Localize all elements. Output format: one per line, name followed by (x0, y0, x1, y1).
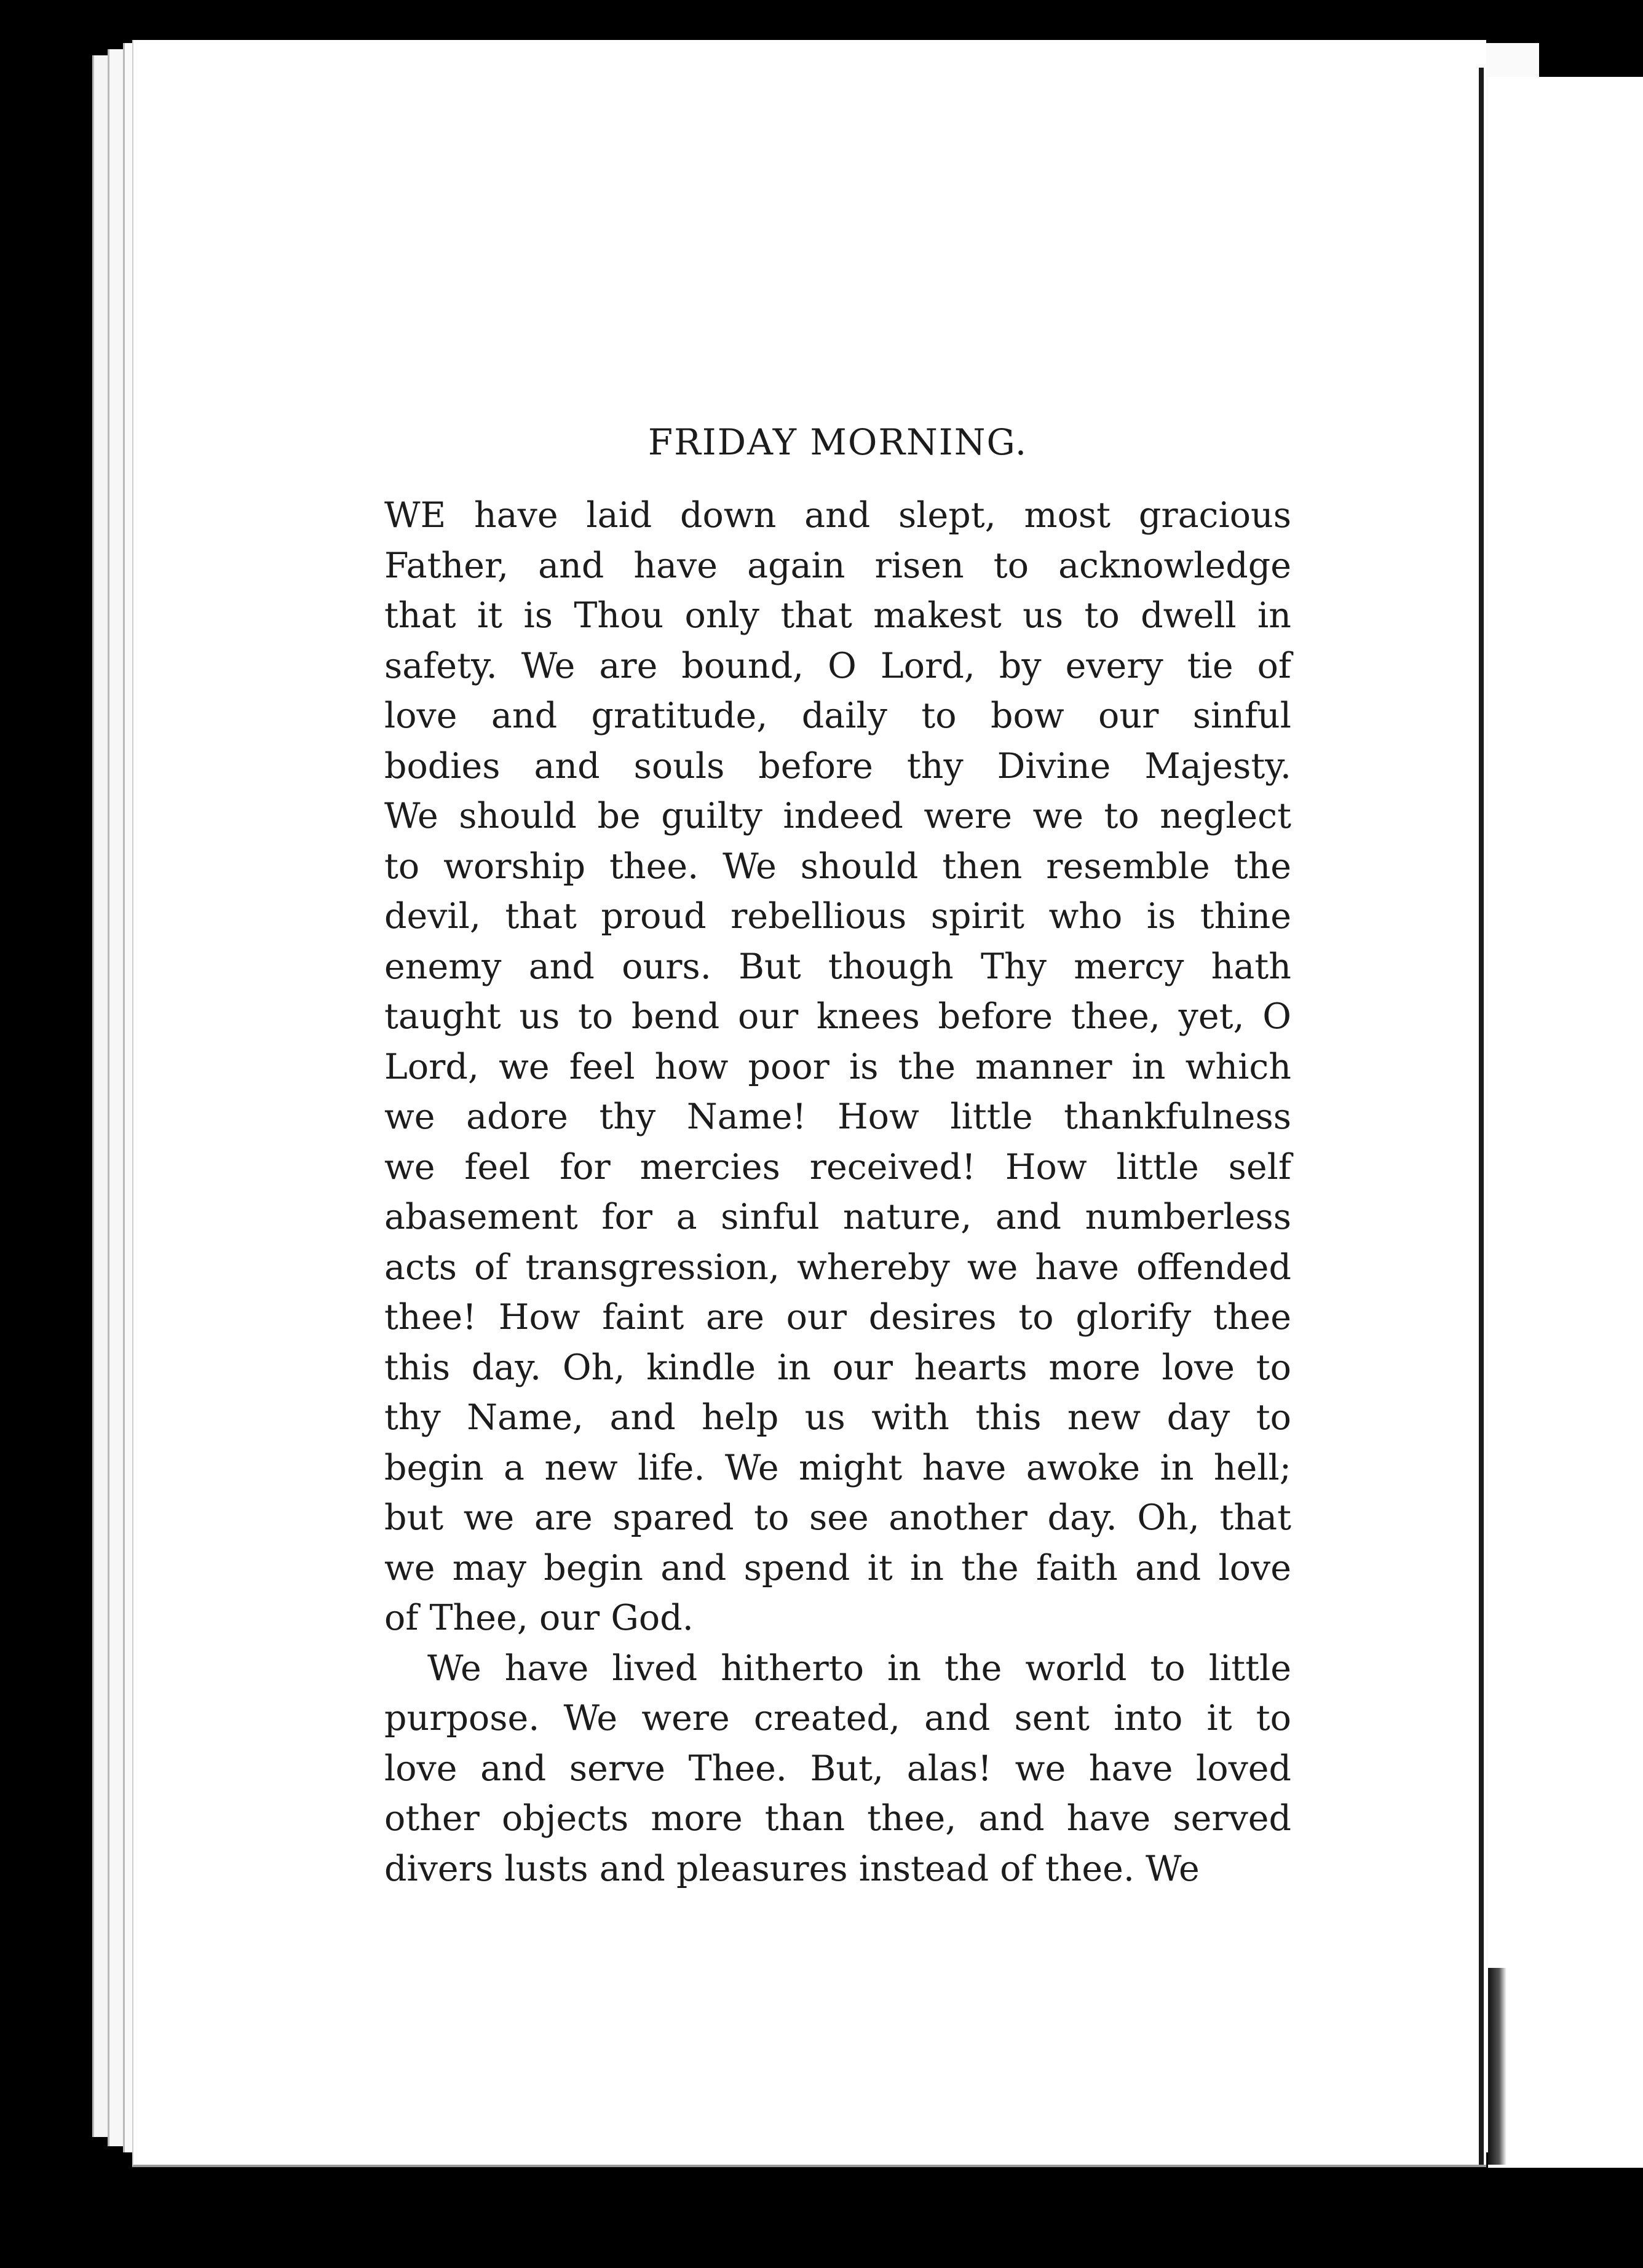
paragraph-1 (384, 491, 1291, 1644)
text-line: acts of transgression, whereby we have offended (384, 1247, 1291, 1288)
text-line: we may begin and spend it in the faith and love (384, 1547, 1291, 1588)
text-line: that it is Thou only that makest us to dwell in (384, 595, 1291, 636)
page-content (384, 421, 1291, 1894)
facing-page (1488, 77, 1643, 2168)
text-line: devil, that proud rebellious spirit who is thine (384, 896, 1291, 937)
text-line: love and serve Thee. But, alas! we have loved (384, 1748, 1291, 1789)
paragraph-2 (384, 1644, 1291, 1895)
text-line: Father, and have again risen to acknowledge (384, 545, 1291, 586)
text-line: love and gratitude, daily to bow our sinful (384, 696, 1291, 736)
text-line: safety. We are bound, O Lord, by every tie of (384, 645, 1291, 686)
text-line: we feel for mercies received! How little self (384, 1146, 1291, 1188)
text-line: but we are spared to see another day. Oh, that (384, 1497, 1291, 1538)
text-line: WE have laid down and slept, most gracious (384, 495, 1291, 536)
text-line: taught us to bend our knees before thee, yet, O (384, 996, 1291, 1037)
page-shadow (1488, 1968, 1506, 2165)
text-line: We should be guilty indeed were we to neglect (384, 796, 1291, 836)
text-line: enemy and ours. But though Thy mercy hath (384, 946, 1291, 987)
text-line: divers lusts and pleasures instead of thee. We (384, 1848, 1200, 1889)
text-line: Lord, we feel how poor is the manner in which (384, 1046, 1291, 1087)
text-line: begin a new life. We might have awoke in hell; (384, 1447, 1291, 1488)
text-line: purpose. We were created, and sent into it to (384, 1698, 1291, 1739)
text-line: We have lived hitherto in the world to little (427, 1647, 1291, 1689)
text-line: to worship thee. We should then resemble the (384, 846, 1291, 887)
text-line: of Thee, our God. (384, 1598, 694, 1638)
page-heading: FRIDAY MORNING. (647, 421, 1028, 463)
text-line: we adore thy Name! How little thankfulness (384, 1096, 1291, 1137)
text-line: bodies and souls before thy Divine Majesty. (384, 745, 1291, 787)
text-line: other objects more than thee, and have served (384, 1798, 1291, 1839)
book-spine (1479, 68, 1484, 2165)
text-line: thy Name, and help us with this new day to (384, 1397, 1291, 1438)
text-line: abasement for a sinful nature, and numberless (384, 1197, 1291, 1237)
text-line: thee! How faint are our desires to glorify thee (384, 1297, 1291, 1338)
text-line: this day. Oh, kindle in our hearts more love to (384, 1347, 1291, 1388)
